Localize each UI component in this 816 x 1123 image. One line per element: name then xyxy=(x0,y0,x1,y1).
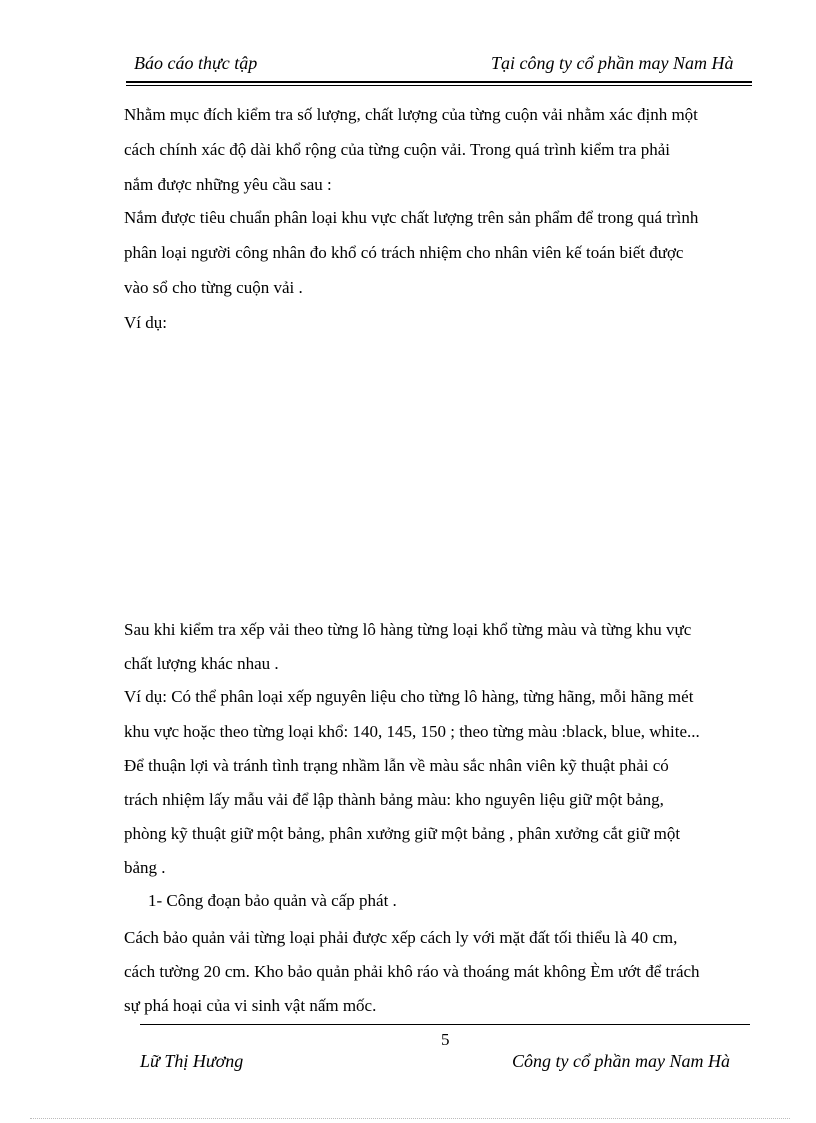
header-company-name: Tại công ty cổ phần may Nam Hà xyxy=(491,53,734,73)
body-line: bảng . xyxy=(124,858,166,877)
header-rule xyxy=(126,81,752,83)
section-heading: 1- Công đoạn bảo quản và cấp phát . xyxy=(148,891,397,910)
body-line: cách tường 20 cm. Kho bảo quản phải khô ráo và thoáng mát không Èm ướt để trách xyxy=(124,962,700,981)
footer-company-name: Công ty cổ phần may Nam Hà xyxy=(512,1051,730,1071)
body-line: sự phá hoại của vi sinh vật nấm mốc. xyxy=(124,996,377,1015)
body-line: phòng kỹ thuật giữ một bảng, phân xưởng giữ một bảng , phân xưởng cắt giữ một xyxy=(124,824,681,843)
body-line: cách chính xác độ dài khổ rộng của từng cuộn vải. Trong quá trình kiểm tra phải xyxy=(124,140,671,159)
body-line: Cách bảo quản vải từng loại phải được xếp cách ly với mặt đất tối thiểu là 40 cm, xyxy=(124,928,678,947)
body-line: Sau khi kiểm tra xếp vải theo từng lô hàng từng loại khổ từng màu và từng khu vực xyxy=(124,620,692,639)
page-number: 5 xyxy=(441,1030,450,1049)
example-label: Ví dụ: xyxy=(124,313,167,332)
page-bottom-border xyxy=(30,1118,790,1119)
body-line: khu vực hoặc theo từng loại khổ: 140, 145, 150 ; theo từng màu :black, blue, white... xyxy=(124,722,700,741)
body-line: Ví dụ: Có thể phân loại xếp nguyên liệu cho từng lô hàng, từng hãng, mỗi hãng mét xyxy=(124,687,694,706)
header-rule-thin xyxy=(126,85,752,86)
body-line: nắm được những yêu cầu sau : xyxy=(124,175,332,194)
body-line: Nhằm mục đích kiểm tra số lượng, chất lượng của từng cuộn vải nhằm xác định một xyxy=(124,105,698,124)
body-line: trách nhiệm lấy mẫu vải để lập thành bảng màu: kho nguyên liệu giữ một bảng, xyxy=(124,790,664,809)
body-line: vào sổ cho từng cuộn vải . xyxy=(124,278,303,297)
body-line: Nắm được tiêu chuẩn phân loại khu vực chất lượng trên sản phẩm để trong quá trình xyxy=(124,208,699,227)
header-report-title: Báo cáo thực tập xyxy=(134,53,258,73)
body-line: Để thuận lợi và tránh tình trạng nhầm lẫn về màu sắc nhân viên kỹ thuật phải có xyxy=(124,756,669,775)
body-line: chất lượng khác nhau . xyxy=(124,654,279,673)
footer-rule xyxy=(140,1024,750,1025)
footer-author: Lữ Thị Hương xyxy=(140,1051,244,1071)
body-line: phân loại người công nhân đo khổ có trách nhiệm cho nhân viên kế toán biết được xyxy=(124,243,684,262)
